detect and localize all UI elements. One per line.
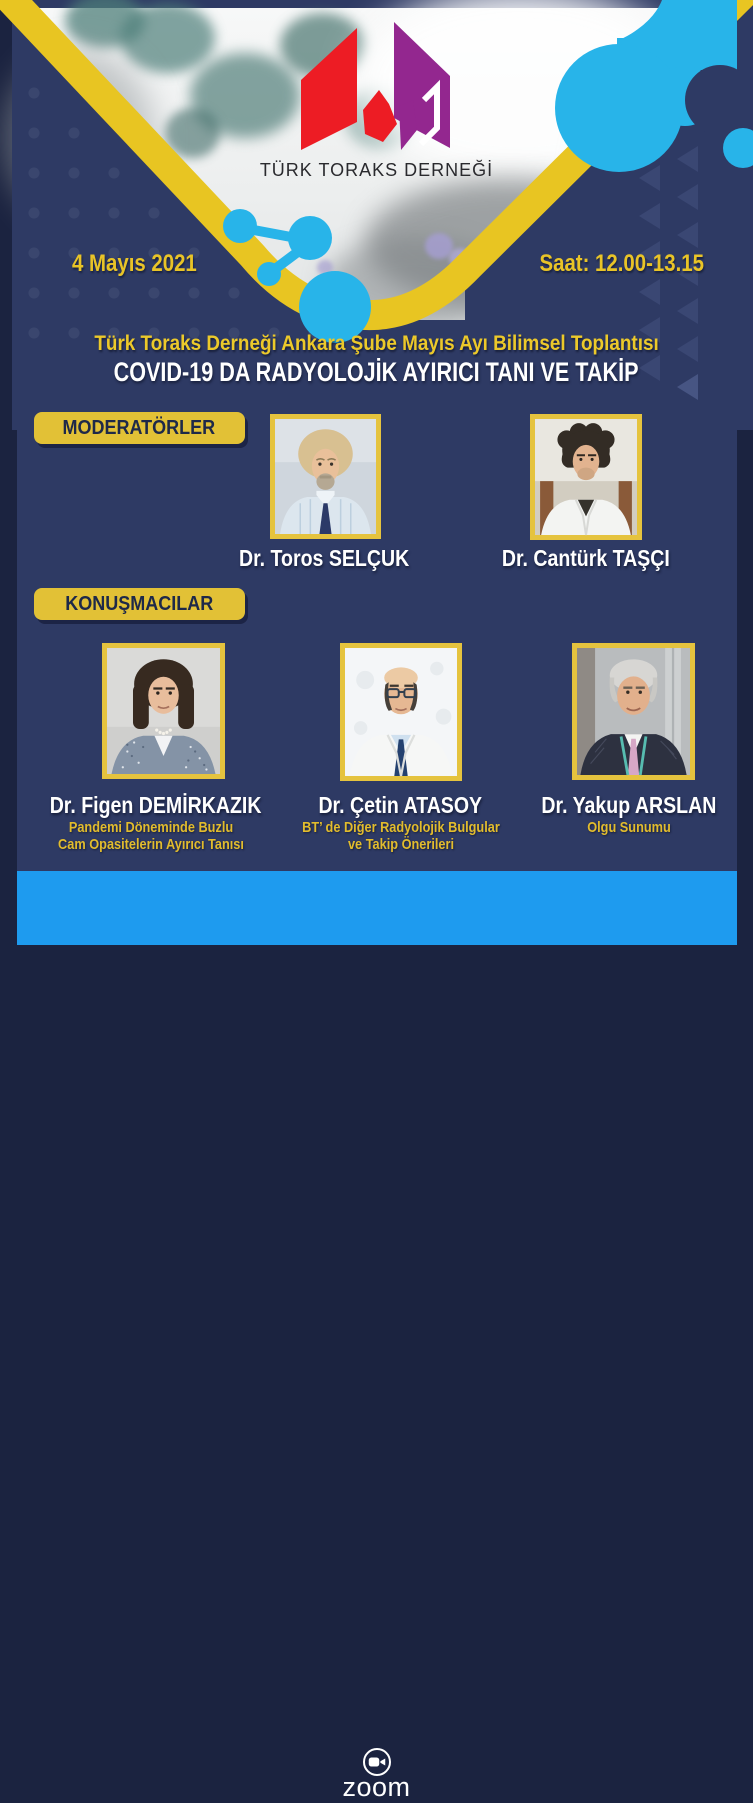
lungs-logo-icon	[267, 16, 487, 166]
zoom-wordmark: zoom	[17, 1772, 737, 1803]
person-name: Dr. Çetin ATASOY	[281, 792, 521, 819]
event-main-title: COVID-19 DA RADYOLOJİK AYIRICI TANI VE TAKİP	[17, 357, 737, 388]
person-name: Dr. Cantürk TAŞÇI	[466, 545, 706, 572]
person-portrait-icon	[577, 648, 690, 775]
zoom-footer	[17, 871, 737, 945]
event-poster	[17, 0, 737, 945]
person-portrait-icon	[345, 648, 457, 776]
event-series-title: Türk Toraks Derneği Ankara Şube Mayıs Ayı Bilimsel Toplantısı	[17, 332, 737, 356]
person-portrait-icon	[275, 419, 376, 534]
moderators-badge: MODERATÖRLER	[34, 412, 245, 444]
person-name: Dr. Figen DEMİRKAZIK	[31, 792, 271, 819]
portrait-photo-yakup	[572, 643, 695, 780]
event-date: 4 Mayıs 2021	[50, 250, 220, 278]
portrait-photo-cetin	[340, 643, 462, 781]
portrait-photo-figen	[102, 643, 225, 779]
person-portrait-icon	[107, 648, 220, 774]
talk-topic: BT’ de Diğer Radyolojik Bulgular ve Takip Önerileri	[271, 819, 531, 853]
portrait-photo-canturk	[530, 414, 642, 540]
person-name: Dr. Toros SELÇUK	[205, 545, 445, 572]
portrait-photo-toros	[270, 414, 381, 539]
person-portrait-icon	[535, 419, 637, 535]
speakers-badge: KONUŞMACILAR	[34, 588, 245, 620]
talk-topic: Olgu Sunumu	[499, 819, 753, 836]
logo-title: TÜRK TORAKS DERNEĞİ	[202, 160, 552, 181]
talk-topic: Pandemi Döneminde Buzlu Cam Opasitelerin Ayırıcı Tanısı	[21, 819, 281, 853]
event-time: Saat: 12.00-13.15	[522, 250, 722, 278]
corner-blob-ornament	[555, 0, 753, 172]
person-name: Dr. Yakup ARSLAN	[509, 792, 749, 819]
